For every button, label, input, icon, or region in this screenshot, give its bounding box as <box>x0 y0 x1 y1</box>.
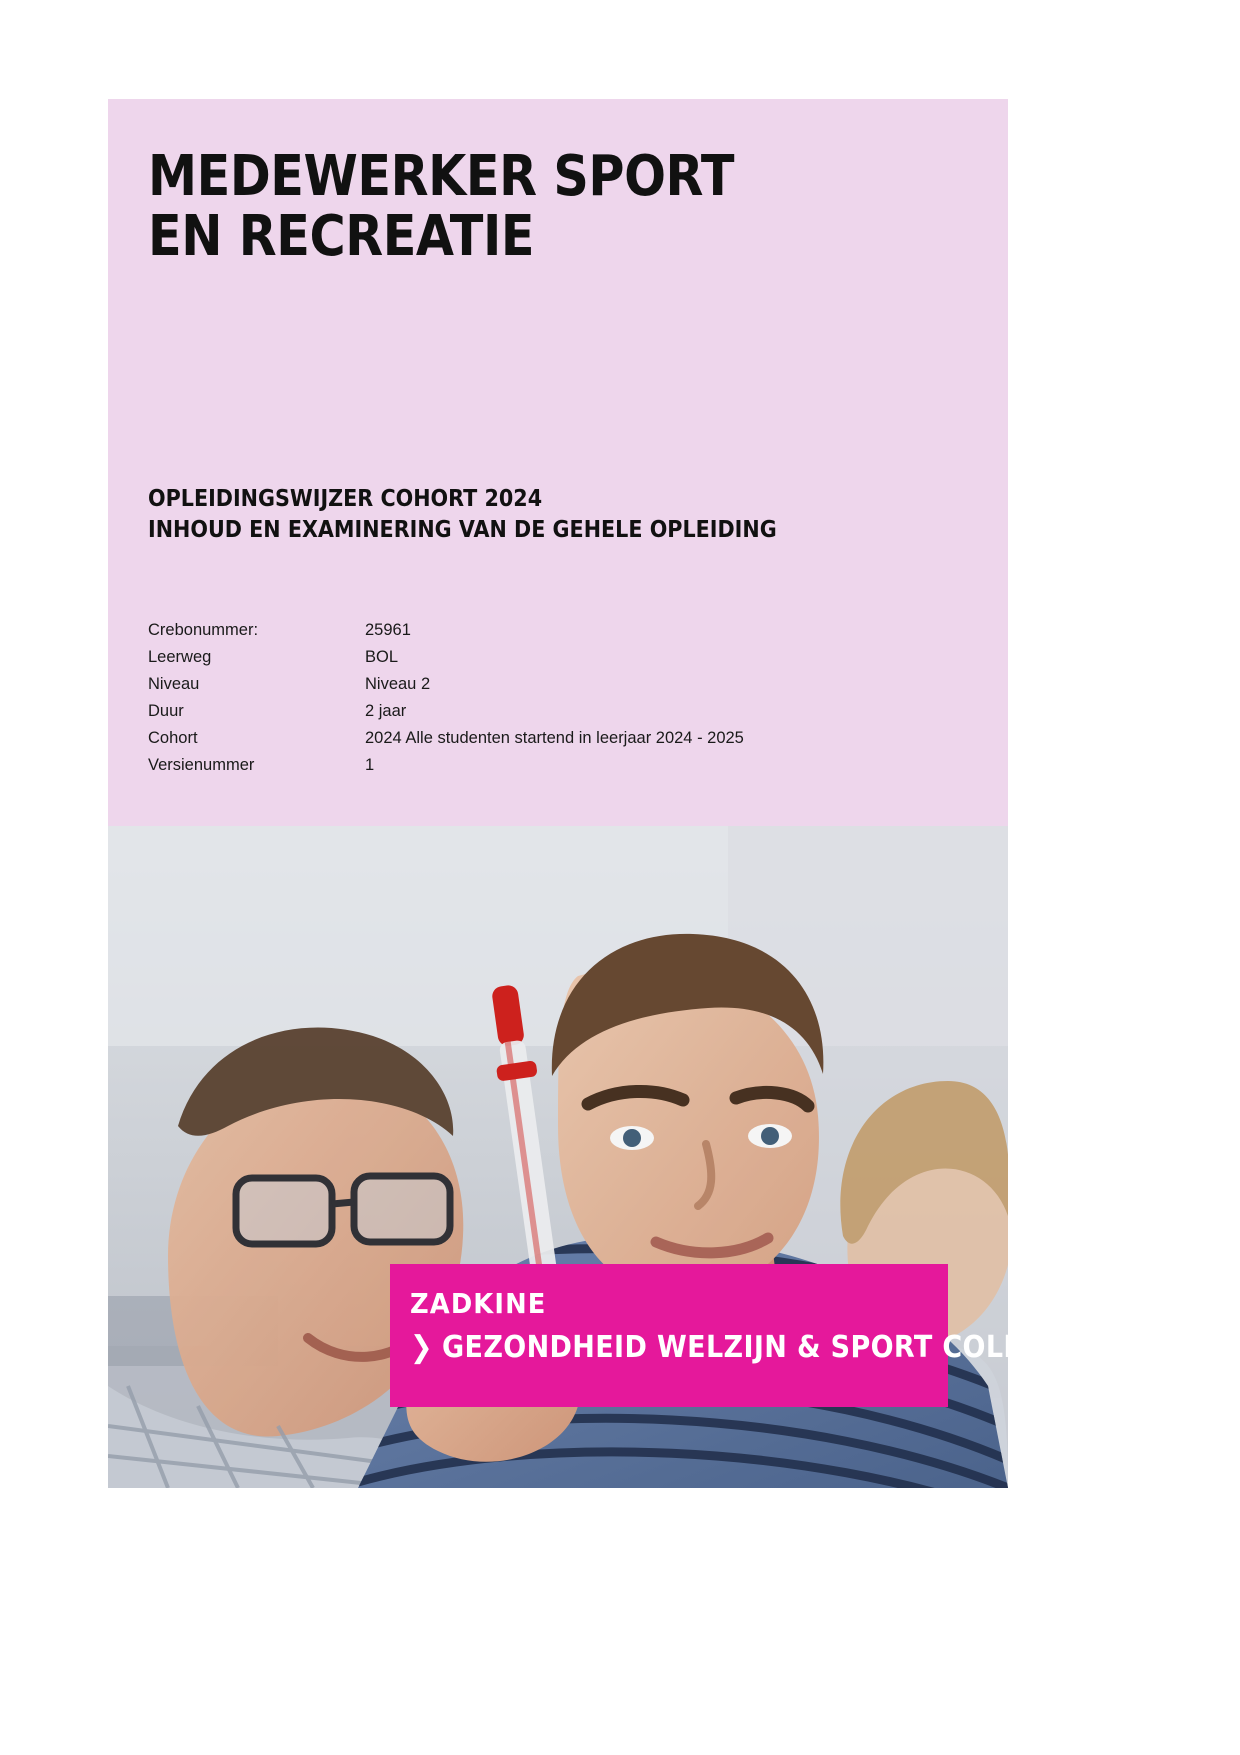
metadata-row <box>148 649 948 676</box>
metadata-row <box>148 757 948 784</box>
brand-division <box>410 1330 1081 1365</box>
zadkine-logo-block <box>390 1264 1082 1407</box>
metadata-label: Duur <box>148 702 184 720</box>
metadata-label: Niveau <box>148 675 200 693</box>
metadata-value: 25961 <box>365 621 411 639</box>
metadata-value: 2 jaar <box>365 702 407 720</box>
metadata-label: Cohort <box>148 729 198 747</box>
course-metadata-list <box>148 622 948 784</box>
metadata-value: BOL <box>365 648 399 666</box>
cover-subtitle-line-1: OPLEIDINGSWIJZER COHORT 2024 <box>148 486 543 512</box>
metadata-value: 2024 Alle studenten startend in leerjaar 2024 - 2025 <box>365 729 744 747</box>
metadata-row <box>148 703 948 730</box>
chevron-right-icon: ❯ <box>410 1330 433 1365</box>
metadata-row <box>148 622 948 649</box>
metadata-row <box>148 676 948 703</box>
cover-header-panel <box>108 99 1008 826</box>
metadata-row <box>148 730 948 757</box>
metadata-label: Crebonummer: <box>148 621 259 639</box>
metadata-label: Versienummer <box>148 756 255 774</box>
cover-subtitle <box>148 484 832 545</box>
brand-name: ZADKINE <box>410 1287 547 1320</box>
metadata-value: 1 <box>365 756 375 774</box>
cover-subtitle-line-2: INHOUD EN EXAMINERING VAN DE GEHELE OPLEIDING <box>148 516 777 543</box>
metadata-label: Leerweg <box>148 648 212 666</box>
metadata-value: Niveau 2 <box>365 675 431 693</box>
brand-division-label: GEZONDHEID WELZIJN & SPORT COLLEGE <box>441 1330 1082 1365</box>
page-title: MEDEWERKER SPORT EN RECREATIE <box>148 144 735 270</box>
